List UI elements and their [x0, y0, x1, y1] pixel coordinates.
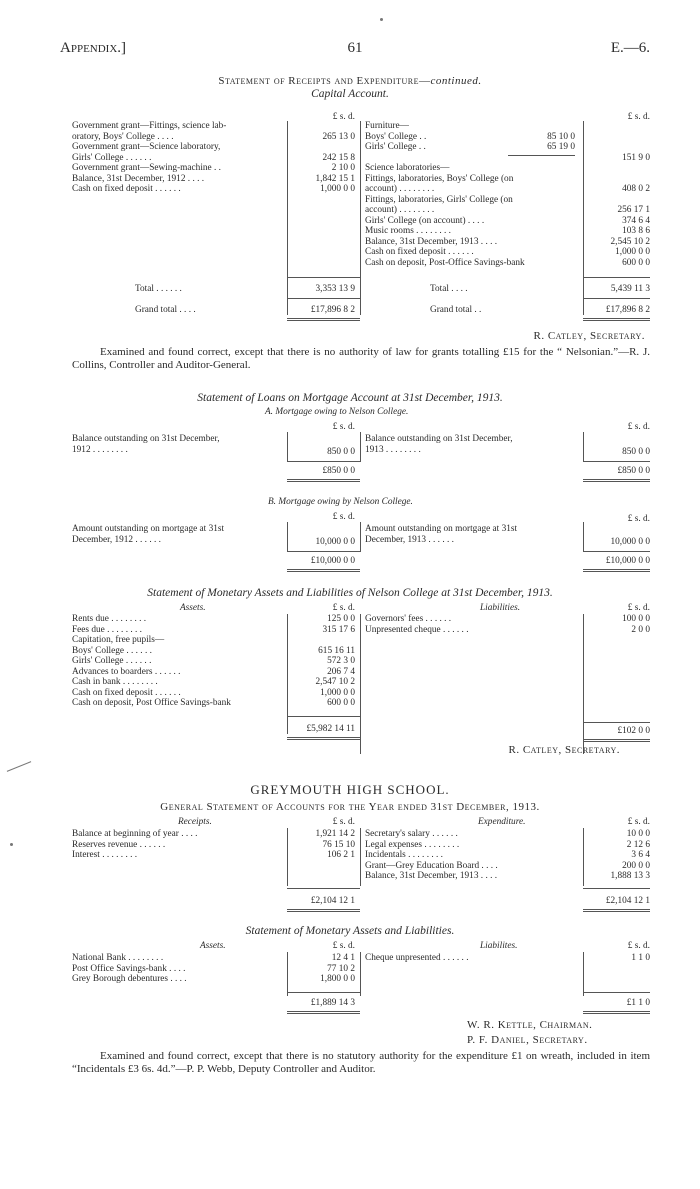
capital-left-amount: 1,842 15 1	[315, 173, 355, 184]
audit-note-2: Examined and found correct, except that there is no statutory authority for the expenditure £1 on wreath, included in item “Incidentals £3 6s. 4d.”—P. P. Webb, Deputy Controller and Auditor.	[72, 1050, 650, 1075]
lsd-header-left: £ s. d.	[332, 112, 355, 122]
capital-total-right: 5,439 11 3	[610, 284, 650, 294]
double-rule	[583, 1011, 650, 1012]
speck-mark	[380, 18, 383, 21]
expenditure-amount: 1,888 13 3	[610, 871, 650, 881]
assets-amount: 315 17 6	[322, 624, 355, 635]
receipts-line: Reserves revenue . . . . . .	[72, 839, 166, 850]
double-rule	[583, 320, 650, 321]
total-rule	[583, 722, 650, 723]
mortgage-b-right-amount: 10,000 0 0	[610, 537, 650, 547]
double-rule	[287, 320, 360, 321]
lsd-header: £ s. d.	[627, 941, 650, 951]
double-rule	[287, 911, 360, 912]
receipts-amount: 1,921 14 2	[315, 829, 355, 839]
assets-total: £5,982 14 11	[306, 724, 355, 734]
page-number: 61	[347, 40, 363, 56]
capital-left-amount: 265 13 0	[322, 131, 355, 142]
total-rule	[583, 888, 650, 889]
loans-title: Statement of Loans on Mortgage Account at 31st December, 1913.	[197, 392, 503, 404]
lsd-header-right: £ s. d.	[627, 112, 650, 122]
grand-total-left: £17,896 8 2	[310, 305, 355, 315]
capital-left-amount: 242 15 8	[322, 152, 355, 163]
capital-right-line: Boys' College . .	[365, 131, 427, 142]
capital-right-amount: 103 8 6	[622, 226, 650, 236]
capital-right-line: account) . . . . . . . .	[365, 184, 435, 194]
assets-line: Boys' College . . . . . .	[72, 645, 152, 656]
capital-total-right-label: Total . . . .	[430, 284, 468, 294]
assets-header: Assets.	[200, 941, 226, 951]
receipts-header: Receipts.	[178, 817, 212, 827]
receipts-expenditure-title: Statement of Receipts and Expenditure—continued.	[218, 75, 482, 87]
greymouth-assets-title: Statement of Monetary Assets and Liabilities.	[245, 925, 455, 937]
capital-total-label: Total . . . . . .	[135, 284, 182, 294]
greymouth-asset-amount: 1,800 0 0	[320, 974, 355, 984]
liabilities-line: Governors' fees . . . . . .	[365, 614, 452, 624]
expenditure-line: Balance, 31st December, 1913 . . . .	[365, 871, 498, 881]
receipts-amount: 76 15 10	[322, 839, 355, 850]
column-rule	[360, 432, 361, 462]
mortgage-b-right-total: £10,000 0 0	[605, 556, 650, 566]
capital-left-line: oratory, Boys' College . . . .	[72, 131, 174, 142]
double-rule	[287, 318, 360, 319]
assets-line: Rents due . . . . . . . .	[72, 614, 147, 624]
lsd-header: £ s. d.	[332, 941, 355, 951]
assets-header: Assets.	[180, 603, 206, 613]
capital-right-line: Cash on fixed deposit . . . . . .	[365, 247, 474, 257]
assets-line: Fees due . . . . . . . .	[72, 624, 142, 635]
double-rule	[287, 1013, 360, 1014]
furniture-amount: 65 19 0	[547, 142, 575, 152]
lsd-header: £ s. d.	[332, 512, 355, 522]
grand-total-label: Grand total . . . .	[135, 305, 196, 315]
double-rule	[583, 318, 650, 319]
mortgage-b-left-amount: 10,000 0 0	[315, 537, 355, 547]
lsd-header: £ s. d.	[627, 817, 650, 827]
receipts-amount: 106 2 1	[327, 850, 355, 860]
greymouth-assets-total: £1,889 14 3	[310, 998, 355, 1008]
mortgage-b-left-line: December, 1912 . . . . . .	[72, 535, 161, 545]
assets-line: Cash on deposit, Post Office Savings-bank	[72, 698, 231, 708]
assets-line: Capitation, free pupils—	[72, 635, 165, 645]
capital-right-line: Furniture—	[365, 121, 409, 131]
expenditure-header: Expenditure.	[478, 817, 526, 827]
margin-stroke	[7, 761, 31, 772]
capital-left-line: Cash on fixed deposit . . . . . .	[72, 184, 181, 194]
column-rule	[360, 828, 361, 886]
mortgage-a-title: A. Mortgage owing to Nelson College.	[265, 407, 409, 417]
greymouth-asset-amount: 77 10 2	[327, 963, 355, 974]
double-rule	[583, 569, 650, 570]
expenditure-amount: 200 0 0	[622, 860, 650, 871]
double-rule	[583, 911, 650, 912]
double-rule	[583, 741, 650, 742]
assets-amount: 600 0 0	[327, 698, 355, 708]
double-rule	[287, 737, 360, 738]
capital-left-line: Girls' College . . . . . .	[72, 152, 152, 163]
greymouth-asset-amount: 12 4 1	[331, 953, 355, 963]
capital-right-line: account) . . . . . . . .	[365, 205, 435, 215]
mortgage-a-right-line: Balance outstanding on 31st December,	[365, 434, 513, 444]
greymouth-asset-line: Grey Borough debentures . . . .	[72, 974, 187, 984]
capital-account-subtitle: Capital Account.	[311, 88, 389, 100]
capital-right-line: Girls' College . .	[365, 142, 426, 152]
assets-amount: 125 0 0	[327, 614, 355, 624]
mortgage-a-right-amount: 850 0 0	[622, 447, 650, 457]
assets-line: Girls' College . . . . . .	[72, 656, 152, 666]
double-rule	[583, 479, 650, 480]
greymouth-general-title: General Statement of Accounts for the Year ended 31st December, 1913.	[160, 801, 540, 813]
total-rule	[583, 551, 650, 552]
capital-left-line: Balance, 31st December, 1912 . . . .	[72, 173, 205, 184]
receipts-line: Balance at beginning of year . . . .	[72, 829, 198, 839]
total-rule	[583, 277, 650, 278]
assets-line: Cash on fixed deposit . . . . . .	[72, 687, 181, 698]
capital-right-line: Girls' College (on account) . . . .	[365, 215, 485, 226]
grand-total-right: £17,896 8 2	[605, 305, 650, 315]
expenditure-line: Legal expenses . . . . . . . .	[365, 839, 460, 850]
total-rule	[287, 716, 360, 717]
capital-right-amount: 2,545 10 2	[610, 236, 650, 247]
double-rule	[583, 571, 650, 572]
liabilities-amount: 2 0 0	[631, 624, 650, 635]
column-rule	[360, 614, 361, 754]
expenditure-total: £2,104 12 1	[605, 896, 650, 906]
assets-line: Advances to boarders . . . . . .	[72, 666, 181, 677]
audit-note: Examined and found correct, except that there is no authority of law for grants totalling £15 for the “ Nelsonian.”—R. J. Collins, Controller and Auditor-General.	[72, 346, 650, 371]
assets-line: Cash in bank . . . . . . . .	[72, 677, 158, 687]
header-code: E.—6.	[610, 40, 650, 56]
capital-right-line: Fittings, laboratories, Boys' College (on	[365, 173, 514, 184]
double-rule	[287, 571, 360, 572]
school-heading: GREYMOUTH HIGH SCHOOL.	[250, 782, 450, 797]
greymouth-liability-line: Cheque unpresented . . . . . .	[365, 953, 469, 963]
capital-right-line: Cash on deposit, Post-Office Savings-bank	[365, 257, 525, 268]
double-rule	[583, 1013, 650, 1014]
capital-right-amount: 256 17 1	[617, 205, 650, 215]
double-rule	[583, 739, 650, 740]
mortgage-a-right-line: 1913 . . . . . . . .	[365, 445, 421, 455]
lsd-header: £ s. d.	[332, 603, 355, 613]
capital-right-line: Fittings, laboratories, Girls' College (on	[365, 194, 513, 205]
capital-left-amount: 2 10 0	[331, 163, 355, 173]
capital-right-amount: 1,000 0 0	[615, 247, 650, 257]
total-rule	[583, 298, 650, 299]
greymouth-liabilities-total: £1 1 0	[626, 998, 650, 1008]
grand-total-right-label: Grand total . .	[430, 305, 482, 315]
mortgage-b-right-line: Amount outstanding on mortgage at 31st	[365, 524, 518, 534]
capital-right-amount: 600 0 0	[622, 257, 650, 268]
signature-secretary-3: P. F. Daniel, Secretary.	[467, 1034, 588, 1046]
double-rule	[287, 739, 360, 740]
signature-chairman: W. R. Kettle, Chairman.	[467, 1019, 593, 1031]
signature-secretary: R. Catley, Secretary.	[533, 330, 645, 342]
total-rule	[583, 992, 650, 993]
capital-total-left: 3,353 13 9	[315, 284, 355, 294]
expenditure-line: Incidentals . . . . . . . .	[365, 850, 443, 860]
double-rule	[287, 1011, 360, 1012]
double-rule	[287, 481, 360, 482]
signature-secretary-2: R. Catley, Secretary.	[508, 744, 620, 756]
capital-right-amount: 374 6 4	[622, 215, 650, 226]
capital-left-line: Government grant—Fittings, science lab-	[72, 121, 227, 131]
header-appendix: Appendix.]	[60, 40, 127, 56]
total-rule	[287, 888, 360, 889]
column-rule	[360, 952, 361, 996]
capital-right-line: Music rooms . . . . . . . .	[365, 226, 451, 236]
total-rule	[287, 277, 360, 278]
margin-dot	[10, 843, 13, 846]
greymouth-asset-line: National Bank . . . . . . . .	[72, 953, 164, 963]
double-rule	[287, 479, 360, 480]
liabilities-total: £102 0 0	[617, 726, 650, 736]
expenditure-line: Secretary's salary . . . . . .	[365, 829, 458, 839]
furniture-amount: 85 10 0	[547, 131, 575, 142]
expenditure-amount: 2 12 6	[626, 839, 650, 850]
mortgage-a-left-total: £850 0 0	[322, 466, 355, 476]
expenditure-amount: 10 0 0	[626, 829, 650, 839]
double-rule	[287, 569, 360, 570]
column-rule	[360, 121, 361, 315]
lsd-header: £ s. d.	[332, 817, 355, 827]
liabilities-line: Unpresented cheque . . . . . .	[365, 624, 469, 635]
mortgage-a-right-total: £850 0 0	[617, 466, 650, 476]
capital-right-amount: 408 0 2	[622, 184, 650, 194]
receipts-line: Interest . . . . . . . .	[72, 850, 138, 860]
double-rule	[583, 481, 650, 482]
capital-left-line: Government grant—Science laboratory,	[72, 142, 221, 152]
lsd-header: £ s. d.	[627, 514, 650, 524]
double-rule	[583, 909, 650, 910]
capital-right-line: Science laboratories—	[365, 163, 450, 173]
lsd-header: £ s. d.	[332, 422, 355, 432]
nelson-assets-title: Statement of Monetary Assets and Liabilities of Nelson College at 31st December, 1913.	[147, 587, 553, 599]
assets-amount: 615 16 11	[318, 645, 355, 656]
capital-right-line: Balance, 31st December, 1913 . . . .	[365, 236, 498, 247]
assets-amount: 2,547 10 2	[315, 677, 355, 687]
assets-amount: 206 7 4	[327, 666, 355, 677]
lsd-header: £ s. d.	[627, 422, 650, 432]
total-rule	[287, 992, 360, 993]
capital-left-amount: 1,000 0 0	[320, 184, 355, 194]
greymouth-asset-line: Post Office Savings-bank . . . .	[72, 963, 186, 974]
mortgage-b-right-line: December, 1913 . . . . . .	[365, 535, 454, 545]
total-rule	[583, 461, 650, 462]
assets-amount: 572 3 0	[327, 656, 355, 666]
liabilities-amount: 100 0 0	[622, 614, 650, 624]
mortgage-a-left-amount: 850 0 0	[327, 447, 355, 457]
expenditure-line: Grant—Grey Education Board . . . .	[365, 860, 498, 871]
assets-amount: 1,000 0 0	[320, 687, 355, 698]
double-rule	[287, 909, 360, 910]
mortgage-b-title: B. Mortgage owing by Nelson College.	[268, 497, 413, 507]
receipts-total: £2,104 12 1	[310, 896, 355, 906]
capital-right-amount: 151 9 0	[622, 152, 650, 163]
mortgage-b-left-line: Amount outstanding on mortgage at 31st	[72, 524, 225, 534]
total-rule	[287, 461, 360, 462]
lsd-header: £ s. d.	[627, 603, 650, 613]
column-rule	[360, 522, 361, 552]
capital-left-line: Government grant—Sewing-machine . .	[72, 163, 221, 173]
page-header	[60, 40, 650, 62]
mortgage-a-left-line: Balance outstanding on 31st December,	[72, 434, 220, 444]
expenditure-amount: 3 6 4	[631, 850, 650, 860]
liabilities-header: Liabilites.	[480, 941, 518, 951]
mortgage-b-left-total: £10,000 0 0	[310, 556, 355, 566]
liabilities-header: Liabilities.	[480, 603, 521, 613]
mortgage-a-left-line: 1912 . . . . . . . .	[72, 445, 128, 455]
total-rule	[287, 551, 360, 552]
greymouth-liability-amount: 1 1 0	[631, 953, 650, 963]
total-rule	[287, 298, 360, 299]
